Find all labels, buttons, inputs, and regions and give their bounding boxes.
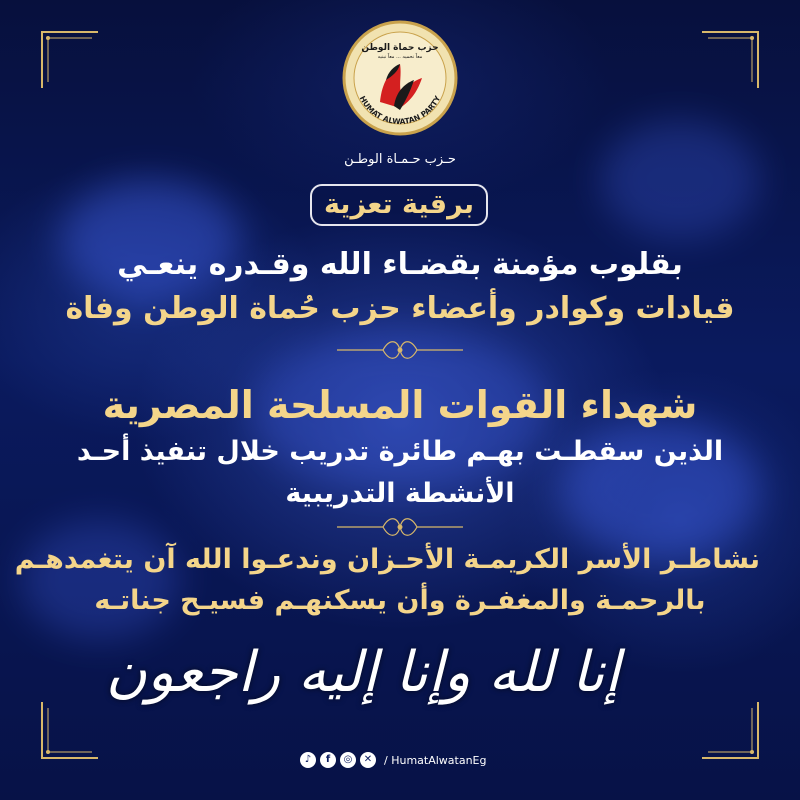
facebook-icon[interactable]: f [320,752,336,768]
background-blur [600,120,760,240]
body-line-2: قيادات وكوادر وأعضاء حزب حُماة الوطن وفاة [65,291,735,326]
corner-frame-bottom-right [700,700,760,760]
logo-english-name: HUMAT ALWATAN PARTY [357,94,443,127]
body-line-5: الأنشطة التدريبية [285,478,515,509]
title-badge: برقية تعزية [310,184,488,226]
social-bar [300,750,487,770]
corner-frame-top-left [40,30,100,90]
background-blur [20,520,180,640]
quran-calligraphy: إنا لله وإنا إليه راجعون [105,640,620,705]
x-icon[interactable]: ✕ [360,752,376,768]
logo-arabic-name: حزب حماة الوطن [361,43,439,53]
party-name-subtitle: حـزب حـمـاة الوطـن [344,152,456,167]
tiktok-icon[interactable]: ♪ [300,752,316,768]
ornament-divider [335,337,465,363]
party-logo [342,20,458,136]
ornament-divider [335,514,465,540]
background-blur [60,180,240,300]
instagram-icon[interactable]: ◎ [340,752,356,768]
corner-frame-top-right [700,30,760,90]
social-handle: / HumatAlwatanEg [384,753,487,767]
body-line-1: بقلوب مؤمنة بقضـاء الله وقـدره ينعـي [117,247,683,282]
corner-frame-bottom-left [40,700,100,760]
body-line-7: بالرحمـة والمغفـرة وأن يسكنهـم فسيـح جناتـه [94,585,706,616]
logo-slogan: معاً نحميه ... معاً نبنيه [377,54,423,60]
body-line-4: الذين سقطـت بهـم طائرة تدريب خلال تنفيذ أحـد [76,436,724,467]
headline-martyrs: شهداء القوات المسلحة المصرية [102,383,698,427]
body-line-6: نشاطـر الأسر الكريمـة الأحـزان وندعـوا الله آن يتغمدهـم [14,544,760,575]
